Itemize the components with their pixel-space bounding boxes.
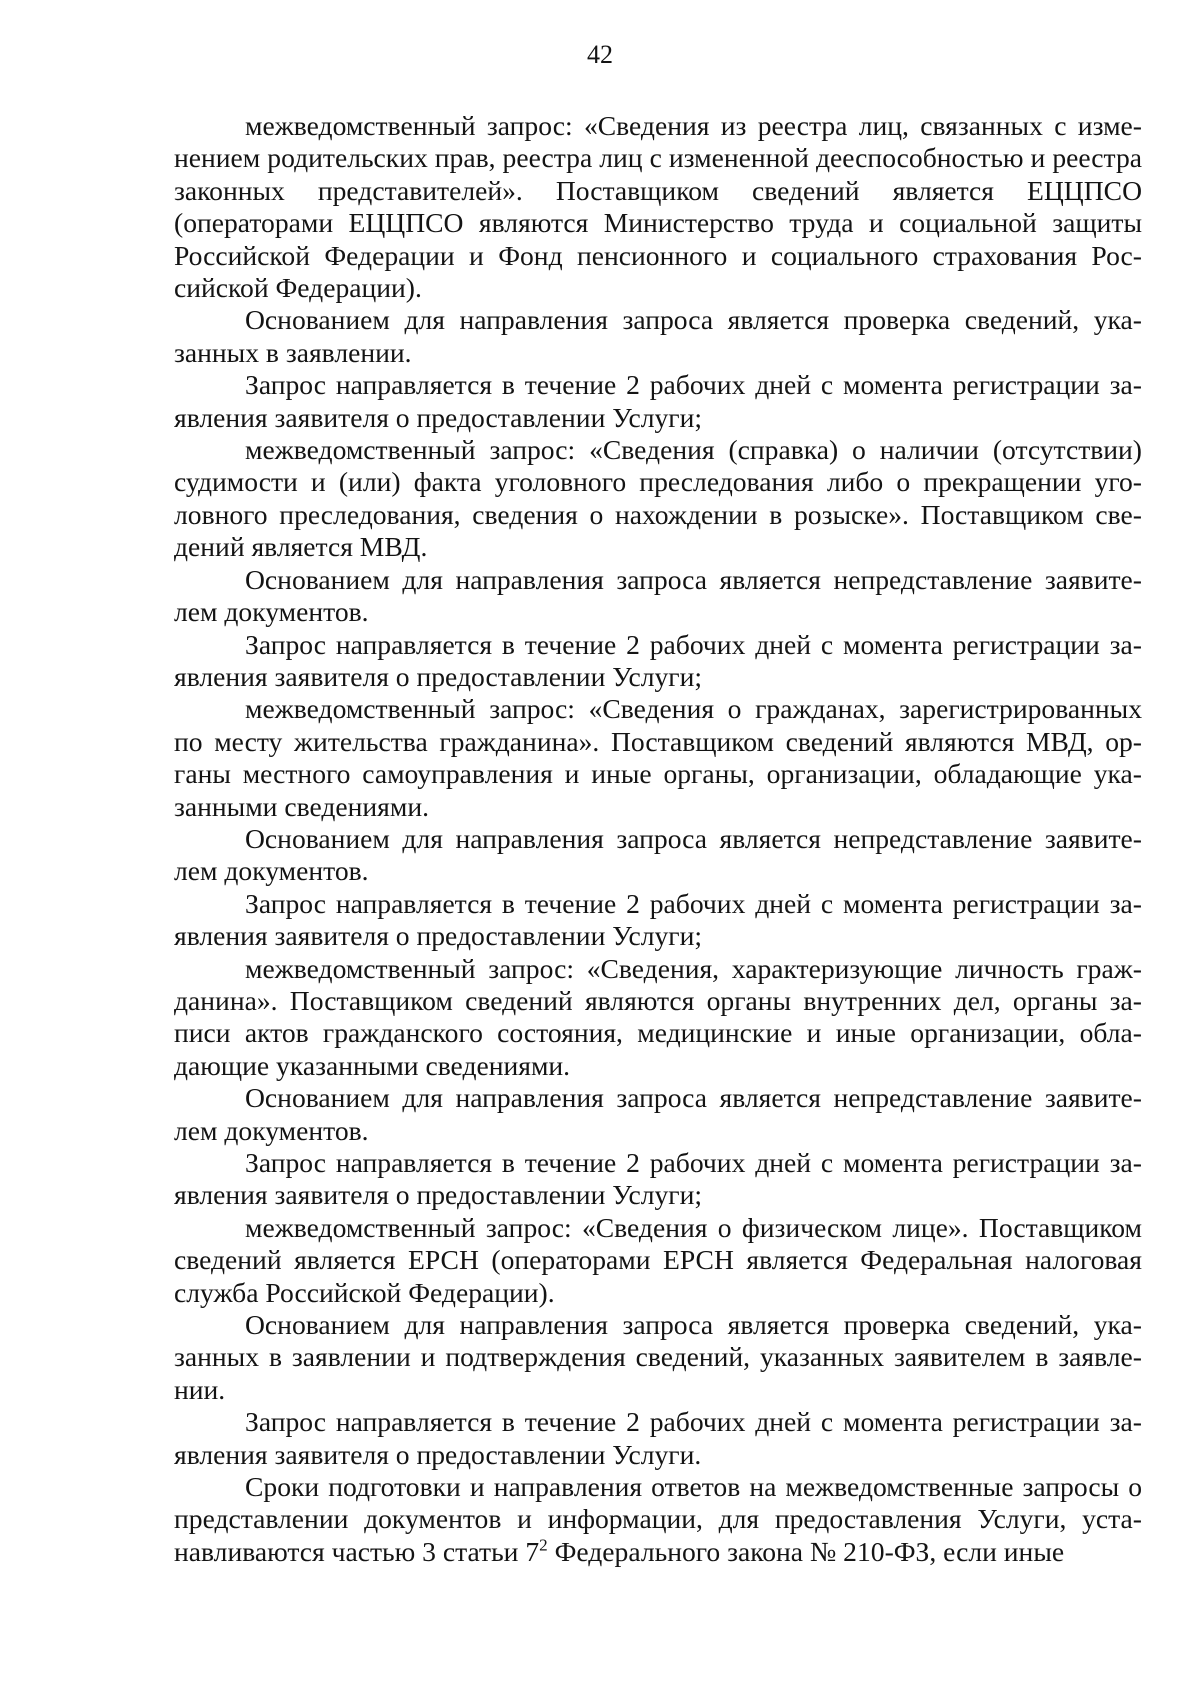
paragraph-request-basis: Основанием для направления запроса является непредставление заявителем документов. — [174, 1082, 1142, 1146]
paragraph-response-terms — [174, 1471, 1142, 1568]
paragraph-request-criminal-record: межведомственный запрос: «Сведения (справка) о наличии (отсутствии) судимости и (или) факта уголовного преследования либо о прекращении уголовного преследования, сведения о нахождении в розыске». Поставщиком сведений является МВД. — [174, 434, 1142, 563]
paragraph-request-residence-registration: межведомственный запрос: «Сведения о гражданах, зарегистрированных по месту жительства гражданина». Поставщиком сведений являются МВД, органы местного самоуправления и иные органы, организации, обладающие указанными сведениями. — [174, 693, 1142, 822]
paragraph-request-individual-info: межведомственный запрос: «Сведения о физическом лице». Поставщиком сведений является ЕРСН (операторами ЕРСН является Федеральная налоговая служба Российской Федерации). — [174, 1211, 1142, 1308]
paragraph-request-basis: Основанием для направления запроса является непредставление заявителем документов. — [174, 822, 1142, 887]
paragraph-request-deadline: Запрос направляется в течение 2 рабочих дней с момента регистрации заявления заявителя о предоставлении Услуги; — [174, 369, 1142, 433]
paragraph-request-basis: Основанием для направления запроса является непредставление заявителем документов. — [174, 563, 1142, 628]
paragraph-request-deadline: Запрос направляется в течение 2 рабочих дней с момента регистрации заявления заявителя о предоставлении Услуги; — [174, 887, 1142, 952]
paragraph-request-deadline: Запрос направляется в течение 2 рабочих дней с момента регистрации заявления заявителя о предоставлении Услуги; — [174, 1147, 1142, 1211]
page-number: 42 — [587, 40, 613, 69]
response-terms-text-start: Сроки подготовки и направления ответов на межведомственные запросы о представлении документов и информации, для предоставления Услуги, устанавливаются частью 3 статьи 7 — [174, 1471, 1142, 1567]
article-superscript: 2 — [539, 1535, 548, 1555]
paragraph-request-deadline: Запрос направляется в течение 2 рабочих дней с момента регистрации заявления заявителя о предоставлении Услуги. — [174, 1406, 1142, 1470]
paragraph-request-basis: Основанием для направления запроса является проверка сведений, указанных в заявлении и подтверждения сведений, указанных заявителем в заявлении. — [174, 1309, 1142, 1405]
paragraph-request-basis: Основанием для направления запроса является проверка сведений, указанных в заявлении. — [174, 304, 1142, 368]
paragraph-request-parental-rights-registry: межведомственный запрос: «Сведения из реестра лиц, связанных с изменением родительских прав, реестра лиц с измененной дееспособностью и реестра законных представителей». Поставщиком сведений является ЕЦЦПСО (операторами ЕЦЦПСО являются Министерство труда и социальной защиты Российской Федерации и Фонд пенсионного и социального страхования Российской Федерации). — [174, 110, 1142, 304]
paragraph-request-personal-characteristics: межведомственный запрос: «Сведения, характеризующие личность гражданина». Поставщиком сведений являются органы внутренних дел, органы записи актов гражданского состояния, медицинские и иные организации, обладающие указанными сведениями. — [174, 952, 1142, 1081]
paragraph-request-deadline: Запрос направляется в течение 2 рабочих дней с момента регистрации заявления заявителя о предоставлении Услуги; — [174, 628, 1142, 692]
document-body — [174, 110, 1142, 1568]
response-terms-text-end: Федерального закона № 210-ФЗ, если иные — [547, 1535, 1065, 1567]
